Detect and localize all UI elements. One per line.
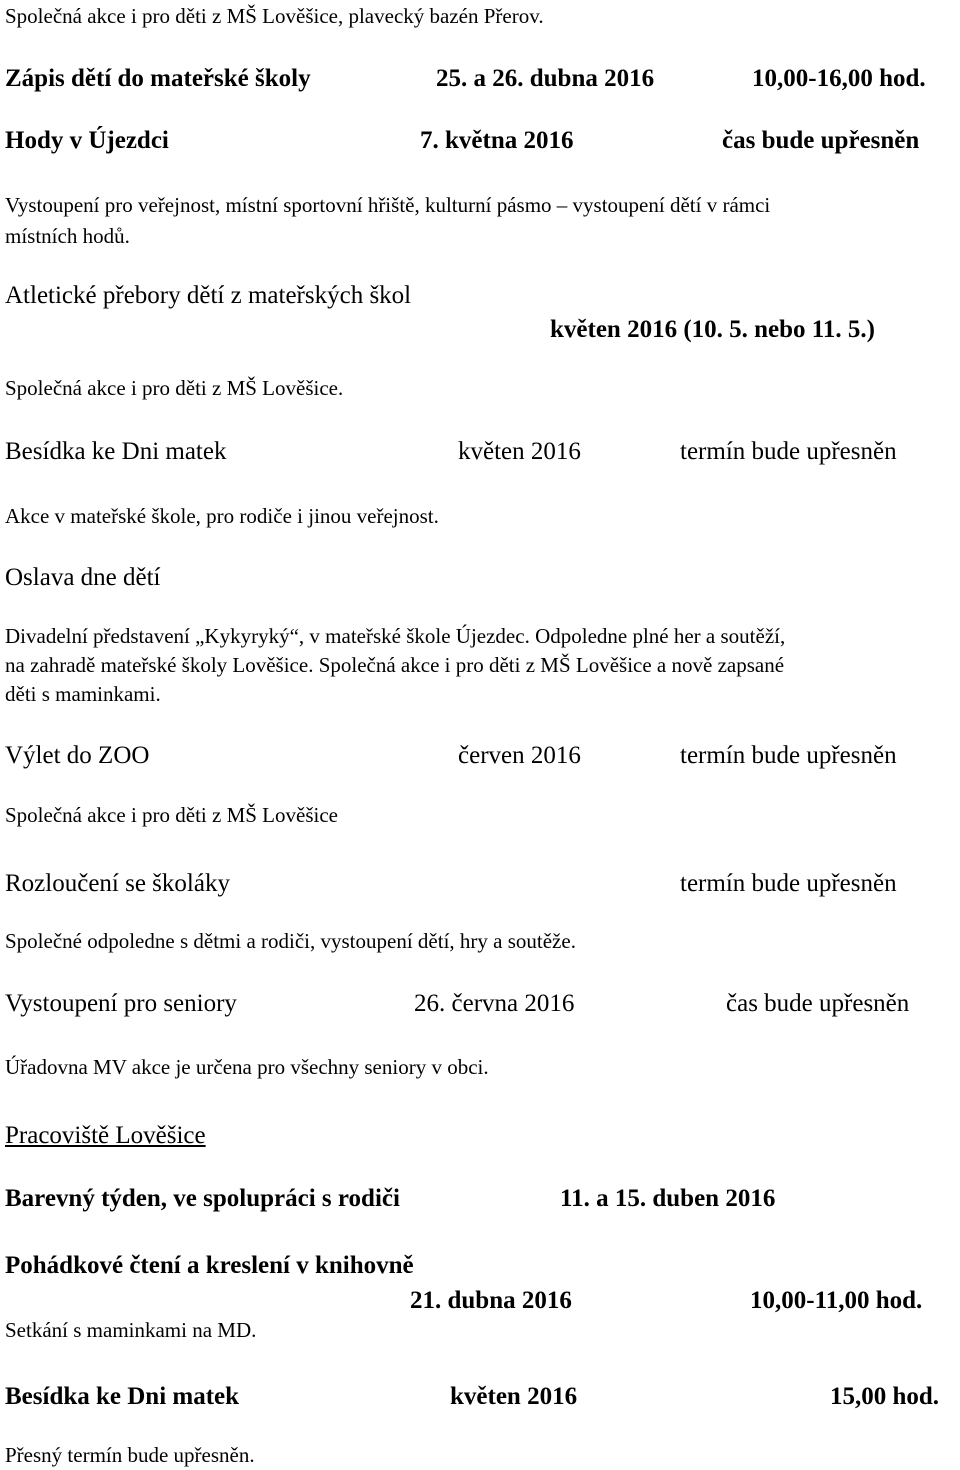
event-date-pohadkove: 21. dubna 2016 bbox=[410, 1287, 572, 1314]
besidka1-description: Akce v mateřské škole, pro rodiče i jinou veřejnost. bbox=[5, 504, 439, 528]
event-time-besidka1: termín bude upřesněn bbox=[680, 438, 897, 465]
event-title-rozlouceni: Rozloučení se školáky bbox=[5, 870, 230, 897]
event-time-vylet: termín bude upřesněn bbox=[680, 742, 897, 769]
event-title-pohadkove: Pohádkové čtení a kreslení v knihovně bbox=[5, 1252, 414, 1279]
event-title-vylet: Výlet do ZOO bbox=[5, 742, 150, 769]
event-title-besidka2: Besídka ke Dni matek bbox=[5, 1383, 240, 1410]
event-date-besidka1: květen 2016 bbox=[458, 438, 581, 465]
event-time-rozlouceni: termín bude upřesněn bbox=[680, 870, 897, 897]
rozlouceni-description: Společné odpoledne s dětmi a rodiči, vystoupení dětí, hry a soutěže. bbox=[5, 929, 576, 953]
section-heading-pracoviste: Pracoviště Lověšice bbox=[5, 1122, 206, 1149]
atlet-description: Společná akce i pro děti z MŠ Lověšice. bbox=[5, 376, 344, 400]
vylet-description: Společná akce i pro děti z MŠ Lověšice bbox=[5, 803, 338, 827]
event-time-hody: čas bude upřesněn bbox=[722, 127, 920, 154]
event-date-besidka2: květen 2016 bbox=[450, 1383, 578, 1410]
event-time-seniory: čas bude upřesněn bbox=[726, 990, 910, 1017]
event-date-vylet: červen 2016 bbox=[458, 742, 581, 769]
event-title-seniory: Vystoupení pro seniory bbox=[5, 990, 237, 1017]
event-title-oslava: Oslava dne dětí bbox=[5, 564, 161, 591]
event-title-barevny: Barevný týden, ve spolupráci s rodiči bbox=[5, 1185, 400, 1212]
event-date-atlet: květen 2016 (10. 5. nebo 11. 5.) bbox=[550, 316, 875, 343]
event-time-pohadkove: 10,00-11,00 hod. bbox=[750, 1287, 923, 1314]
event-date-seniory: 26. června 2016 bbox=[414, 990, 575, 1017]
event-date-hody: 7. května 2016 bbox=[420, 127, 574, 154]
intro-text: Společná akce i pro děti z MŠ Lověšice, plavecký bazén Přerov. bbox=[5, 4, 544, 28]
event-title-atlet: Atletické přebory dětí z mateřských škol bbox=[5, 282, 412, 309]
event-date-barevny: 11. a 15. duben 2016 bbox=[560, 1185, 776, 1212]
oslava-description-line3: děti s maminkami. bbox=[5, 682, 161, 706]
event-time-zapis: 10,00-16,00 hod. bbox=[752, 65, 926, 92]
seniory-description: Úřadovna MV akce je určena pro všechny seniory v obci. bbox=[5, 1055, 489, 1079]
event-title-zapis: Zápis dětí do mateřské školy bbox=[5, 65, 311, 92]
oslava-description-line1: Divadelní představení „Kykyryký“, v mateřské škole Újezdec. Odpoledne plné her a soutěží, bbox=[5, 624, 786, 648]
oslava-description-line2: na zahradě mateřské školy Lověšice. Společná akce i pro děti z MŠ Lověšice a nově zapsané bbox=[5, 653, 785, 677]
event-date-zapis: 25. a 26. dubna 2016 bbox=[436, 65, 655, 92]
event-title-hody: Hody v Újezdci bbox=[5, 127, 169, 154]
event-title-besidka1: Besídka ke Dni matek bbox=[5, 438, 227, 465]
hody-description-line2: místních hodů. bbox=[5, 224, 130, 248]
besidka2-description: Přesný termín bude upřesněn. bbox=[5, 1443, 255, 1467]
pohadkove-description: Setkání s maminkami na MD. bbox=[5, 1318, 257, 1342]
event-time-besidka2: 15,00 hod. bbox=[830, 1383, 940, 1410]
hody-description-line1: Vystoupení pro veřejnost, místní sportovní hřiště, kulturní pásmo – vystoupení dětí v rámci bbox=[5, 193, 771, 217]
